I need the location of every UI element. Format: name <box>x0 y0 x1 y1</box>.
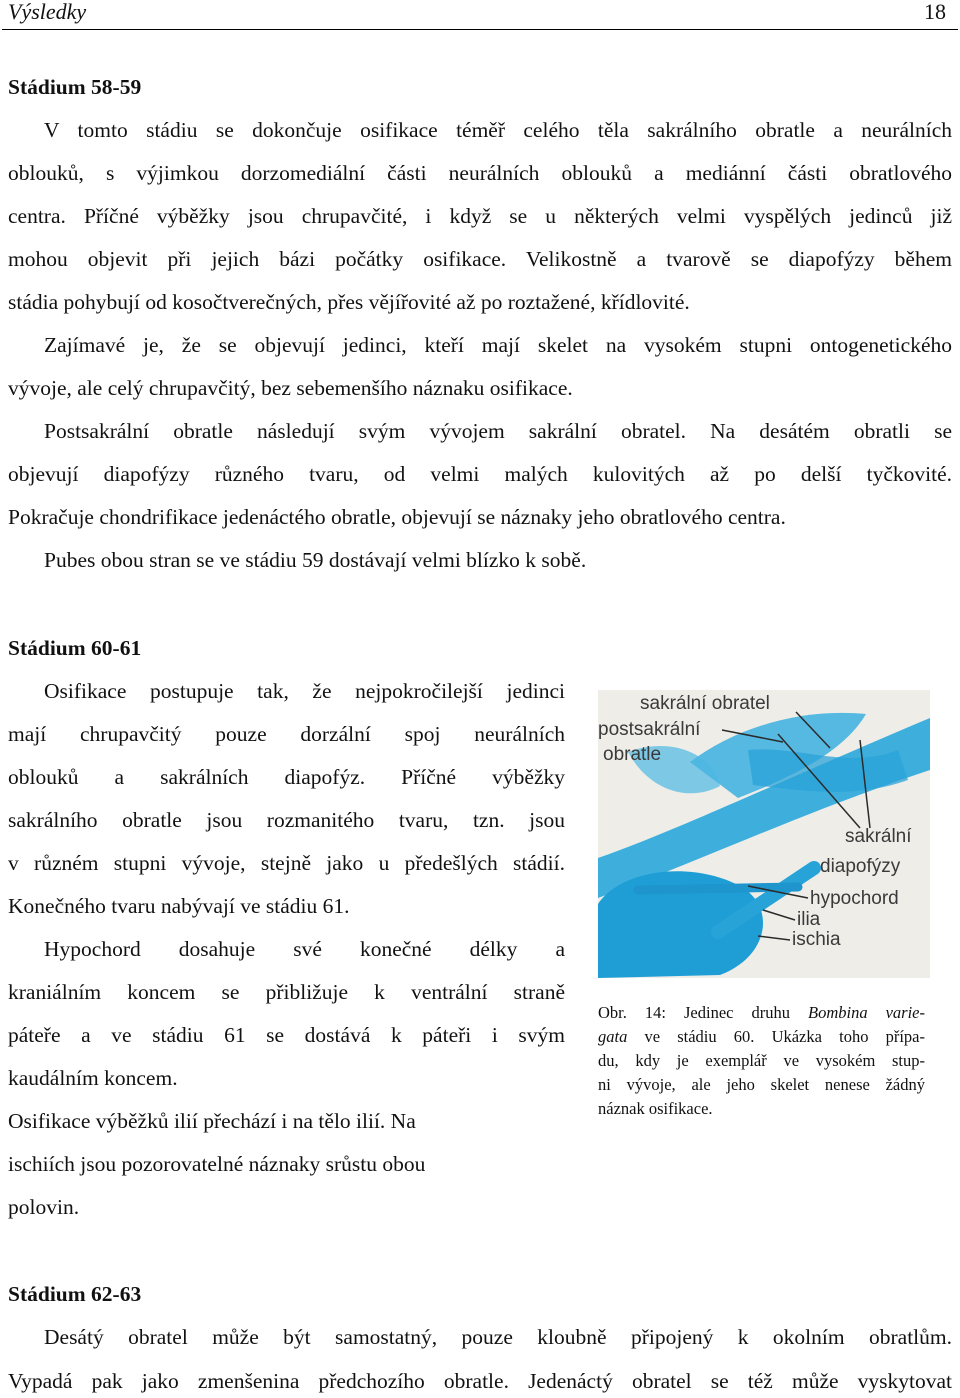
paragraph-line: stádia pohybují od kosočtverečných, přes vějířovité až po roztažené, křídlovité. <box>8 290 690 314</box>
paragraph-line: v různém stupni vývoje, stejně jako u předešlých stádií. <box>8 851 565 875</box>
caption-line: ni vývoje, ale jeho skelet nenese žádný <box>598 1075 925 1094</box>
paragraph-line: Pubes obou stran se ve stádiu 59 dostávají velmi blízko k sobě. <box>44 548 587 572</box>
paragraph <box>8 109 952 324</box>
paragraph-line: mohou objevit při jejich bázi počátky osifikace. Velikostně a tvarově se diapofýzy během <box>8 247 952 271</box>
paragraph-line: oblouků a sakrálních diapofýz. Příčné výběžky <box>8 765 565 789</box>
label-ilia: ilia <box>797 909 821 930</box>
paragraph-line: sakrálního obratle jsou rozmanitého tvaru, tzn. jsou <box>8 808 565 832</box>
section-stadium-60-61 <box>8 627 565 1229</box>
paragraph-line: oblouků, s výjimkou dorzomediální části neurálních oblouků a mediánní části obratlového <box>8 161 952 185</box>
paragraph-line: objevují diapofýzy různého tvaru, od velmi malých kulovitých až po delší tyčkovité. <box>8 462 952 486</box>
caption-line: du, kdy je exemplář ve vysokém stup- <box>598 1051 925 1070</box>
paragraph <box>8 539 952 582</box>
section-heading: Stádium 62-63 <box>8 1282 142 1306</box>
paragraph-line: Pokračuje chondrifikace jedenáctého obratle, objevují se náznaky jeho obratlového centra. <box>8 505 786 529</box>
caption-text: ve stádiu 60. Ukázka toho přípa- <box>644 1027 925 1046</box>
species-name: Bombina varie- <box>808 1003 925 1022</box>
page-number: 18 <box>924 0 946 24</box>
label-hypochord: hypochord <box>810 888 899 909</box>
paragraph <box>8 670 565 928</box>
paragraph <box>8 1100 565 1229</box>
label-postsacral-vertebrae: obratle <box>603 744 662 765</box>
label-ischia: ischia <box>792 929 841 950</box>
paragraph-line: Desátý obratel může být samostatný, pouze kloubně připojený k okolním obratlům. <box>44 1325 952 1349</box>
paragraph-line: ischiích jsou pozorovatelné náznaky srůstu obou <box>8 1152 426 1176</box>
paragraph-line: kraniálním koncem se přibližuje k ventrální straně <box>8 980 565 1004</box>
paragraph-line: Osifikace postupuje tak, že nejpokročilejší jedinci <box>44 679 565 703</box>
label-postsacral: postsakrální <box>598 719 701 740</box>
caption-line <box>598 1001 925 1025</box>
specimen-photo-figure <box>598 690 930 978</box>
paragraph-line: Zajímavé je, že se objevují jedinci, kteří mají skelet na vysokém stupni ontogenetického <box>44 333 952 357</box>
figure-caption <box>598 1001 925 1121</box>
paragraph-line: Vypadá pak jako zmenšenina předchozího obratle. Jedenáctý obratel se též může vyskytovat <box>8 1369 952 1393</box>
paragraph <box>8 928 565 1100</box>
species-name: gata <box>598 1027 628 1046</box>
running-header-title: Výsledky <box>8 0 87 24</box>
section-heading: Stádium 58-59 <box>8 75 142 99</box>
section-stadium-62-63 <box>8 1273 952 1396</box>
hypochord <box>638 887 798 890</box>
paragraph <box>8 410 952 539</box>
label-diapophyses: diapofýzy <box>820 856 901 877</box>
paragraph-line: páteře a ve stádiu 61 se dostává k páteři i svým <box>8 1023 565 1047</box>
caption-line: náznak osifikace. <box>598 1099 713 1118</box>
paragraph-line: Konečného tvaru nabývají ve stádiu 61. <box>8 894 350 918</box>
paragraph <box>8 324 952 410</box>
paragraph-line: Osifikace výběžků ilií přechází i na tělo ilií. Na <box>8 1109 416 1133</box>
caption-text: Obr. 14: Jedinec druhu <box>598 1003 790 1022</box>
paragraph-line: vývoje, ale celý chrupavčitý, bez sebemenšího náznaku osifikace. <box>8 376 573 400</box>
header-rule <box>2 29 958 30</box>
section-heading: Stádium 60-61 <box>8 636 142 660</box>
paragraph-line: centra. Příčné výběžky jsou chrupavčité, i když se u některých velmi vyspělých jedinců již <box>8 204 952 228</box>
paragraph-line: V tomto stádiu se dokončuje osifikace téměř celého těla sakrálního obratle a neurálních <box>44 118 952 142</box>
paragraph-line: Postsakrální obratle následují svým vývojem sakrální obratel. Na desátém obratli se <box>44 419 952 443</box>
paragraph-line: polovin. <box>8 1195 80 1219</box>
paragraph-line: kaudálním koncem. <box>8 1066 178 1090</box>
paragraph <box>8 1316 952 1396</box>
paragraph-line: mají chrupavčitý pouze dorzální spoj neurálních <box>8 722 565 746</box>
label-sacral-vertebra: sakrální obratel <box>640 693 770 714</box>
caption-line <box>598 1025 925 1049</box>
label-sacral: sakrální <box>845 826 912 847</box>
section-stadium-58-59 <box>8 66 952 582</box>
paragraph-line: Hypochord dosahuje své konečné délky a <box>44 937 565 961</box>
